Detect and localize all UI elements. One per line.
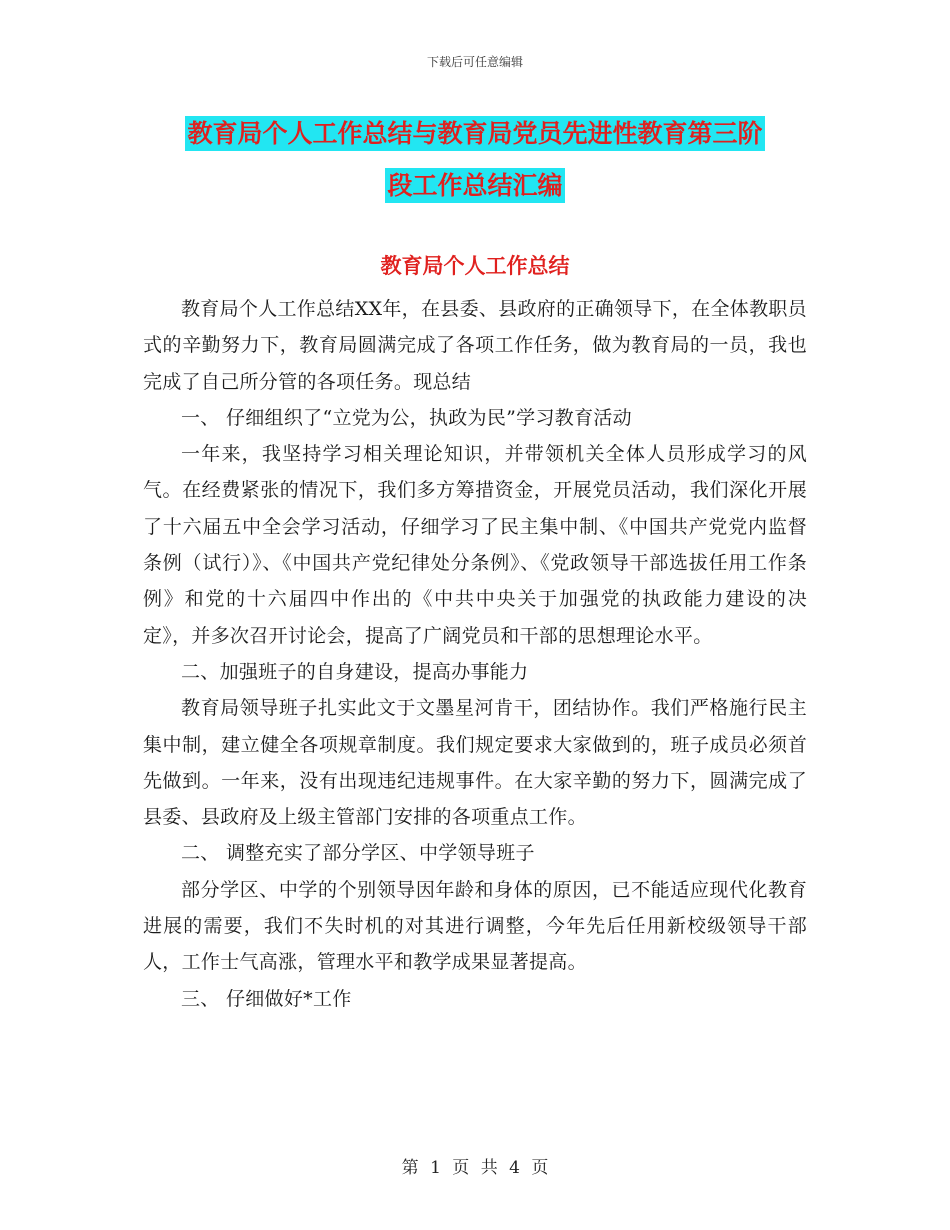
document-title-line-2: 段工作总结汇编 <box>385 168 564 203</box>
paragraph: 一、 仔细组织了“立党为公，执政为民”学习教育活动 <box>181 406 632 429</box>
paragraph: 二、 调整充实了部分学区、中学领导班子 <box>181 842 535 865</box>
paragraph: 教育局个人工作总结XX年，在县委、县政府的正确领导下，在全体教职员式的辛勤努力下，教育局圆满完成了各项工作任务，做为教育局的一员，我也完成了自己所分管的各项任务。现总结 <box>143 298 807 393</box>
document-title <box>140 108 810 212</box>
paragraph: 二、加强班子的自身建设，提高办事能力 <box>181 660 529 683</box>
section-title: 教育局个人工作总结 <box>380 254 570 278</box>
paragraph: 部分学区、中学的个别领导因年龄和身体的原因，已不能适应现代化教育进展的需要，我们不失时机的对其进行调整，今年先后任用新校级领导干部人，工作士气高涨，管理水平和教学成果显著提高。 <box>143 878 807 974</box>
document-body <box>143 291 807 1017</box>
paragraph: 一年来，我坚持学习相关理论知识，并带领机关全体人员形成学习的风气。在经费紧张的情况下，我们多方筹措资金，开展党员活动，我们深化开展了十六届五中全会学习活动，仔细学习了民主集中制、《中国共产党党内监督条例（试行）》、《中国共产党纪律处分条例》、《党政领导干部选拔任用工作条例》和党的十六届四中作出的《中共中央关于加强党的执政能力建设的决定》，并多次召开讨论会，提高了广阔党员和干部的思想理论水平。 <box>143 443 807 647</box>
paragraph: 三、 仔细做好*工作 <box>181 987 352 1010</box>
paragraph: 教育局领导班子扎实此文于文墨星河肯干，团结协作。我们严格施行民主集中制，建立健全各项规章制度。我们规定要求大家做到的，班子成员必须首先做到。一年来，没有出现违纪违规事件。在大家辛勤的努力下，圆满完成了县委、县政府及上级主管部门安排的各项重点工作。 <box>143 697 807 829</box>
page-footer: 第 1 页 共 4 页 <box>401 1158 549 1178</box>
header-note: 下载后可任意编辑 <box>426 55 523 69</box>
document-title-line-1: 教育局个人工作总结与教育局党员先进性教育第三阶 <box>185 116 764 151</box>
